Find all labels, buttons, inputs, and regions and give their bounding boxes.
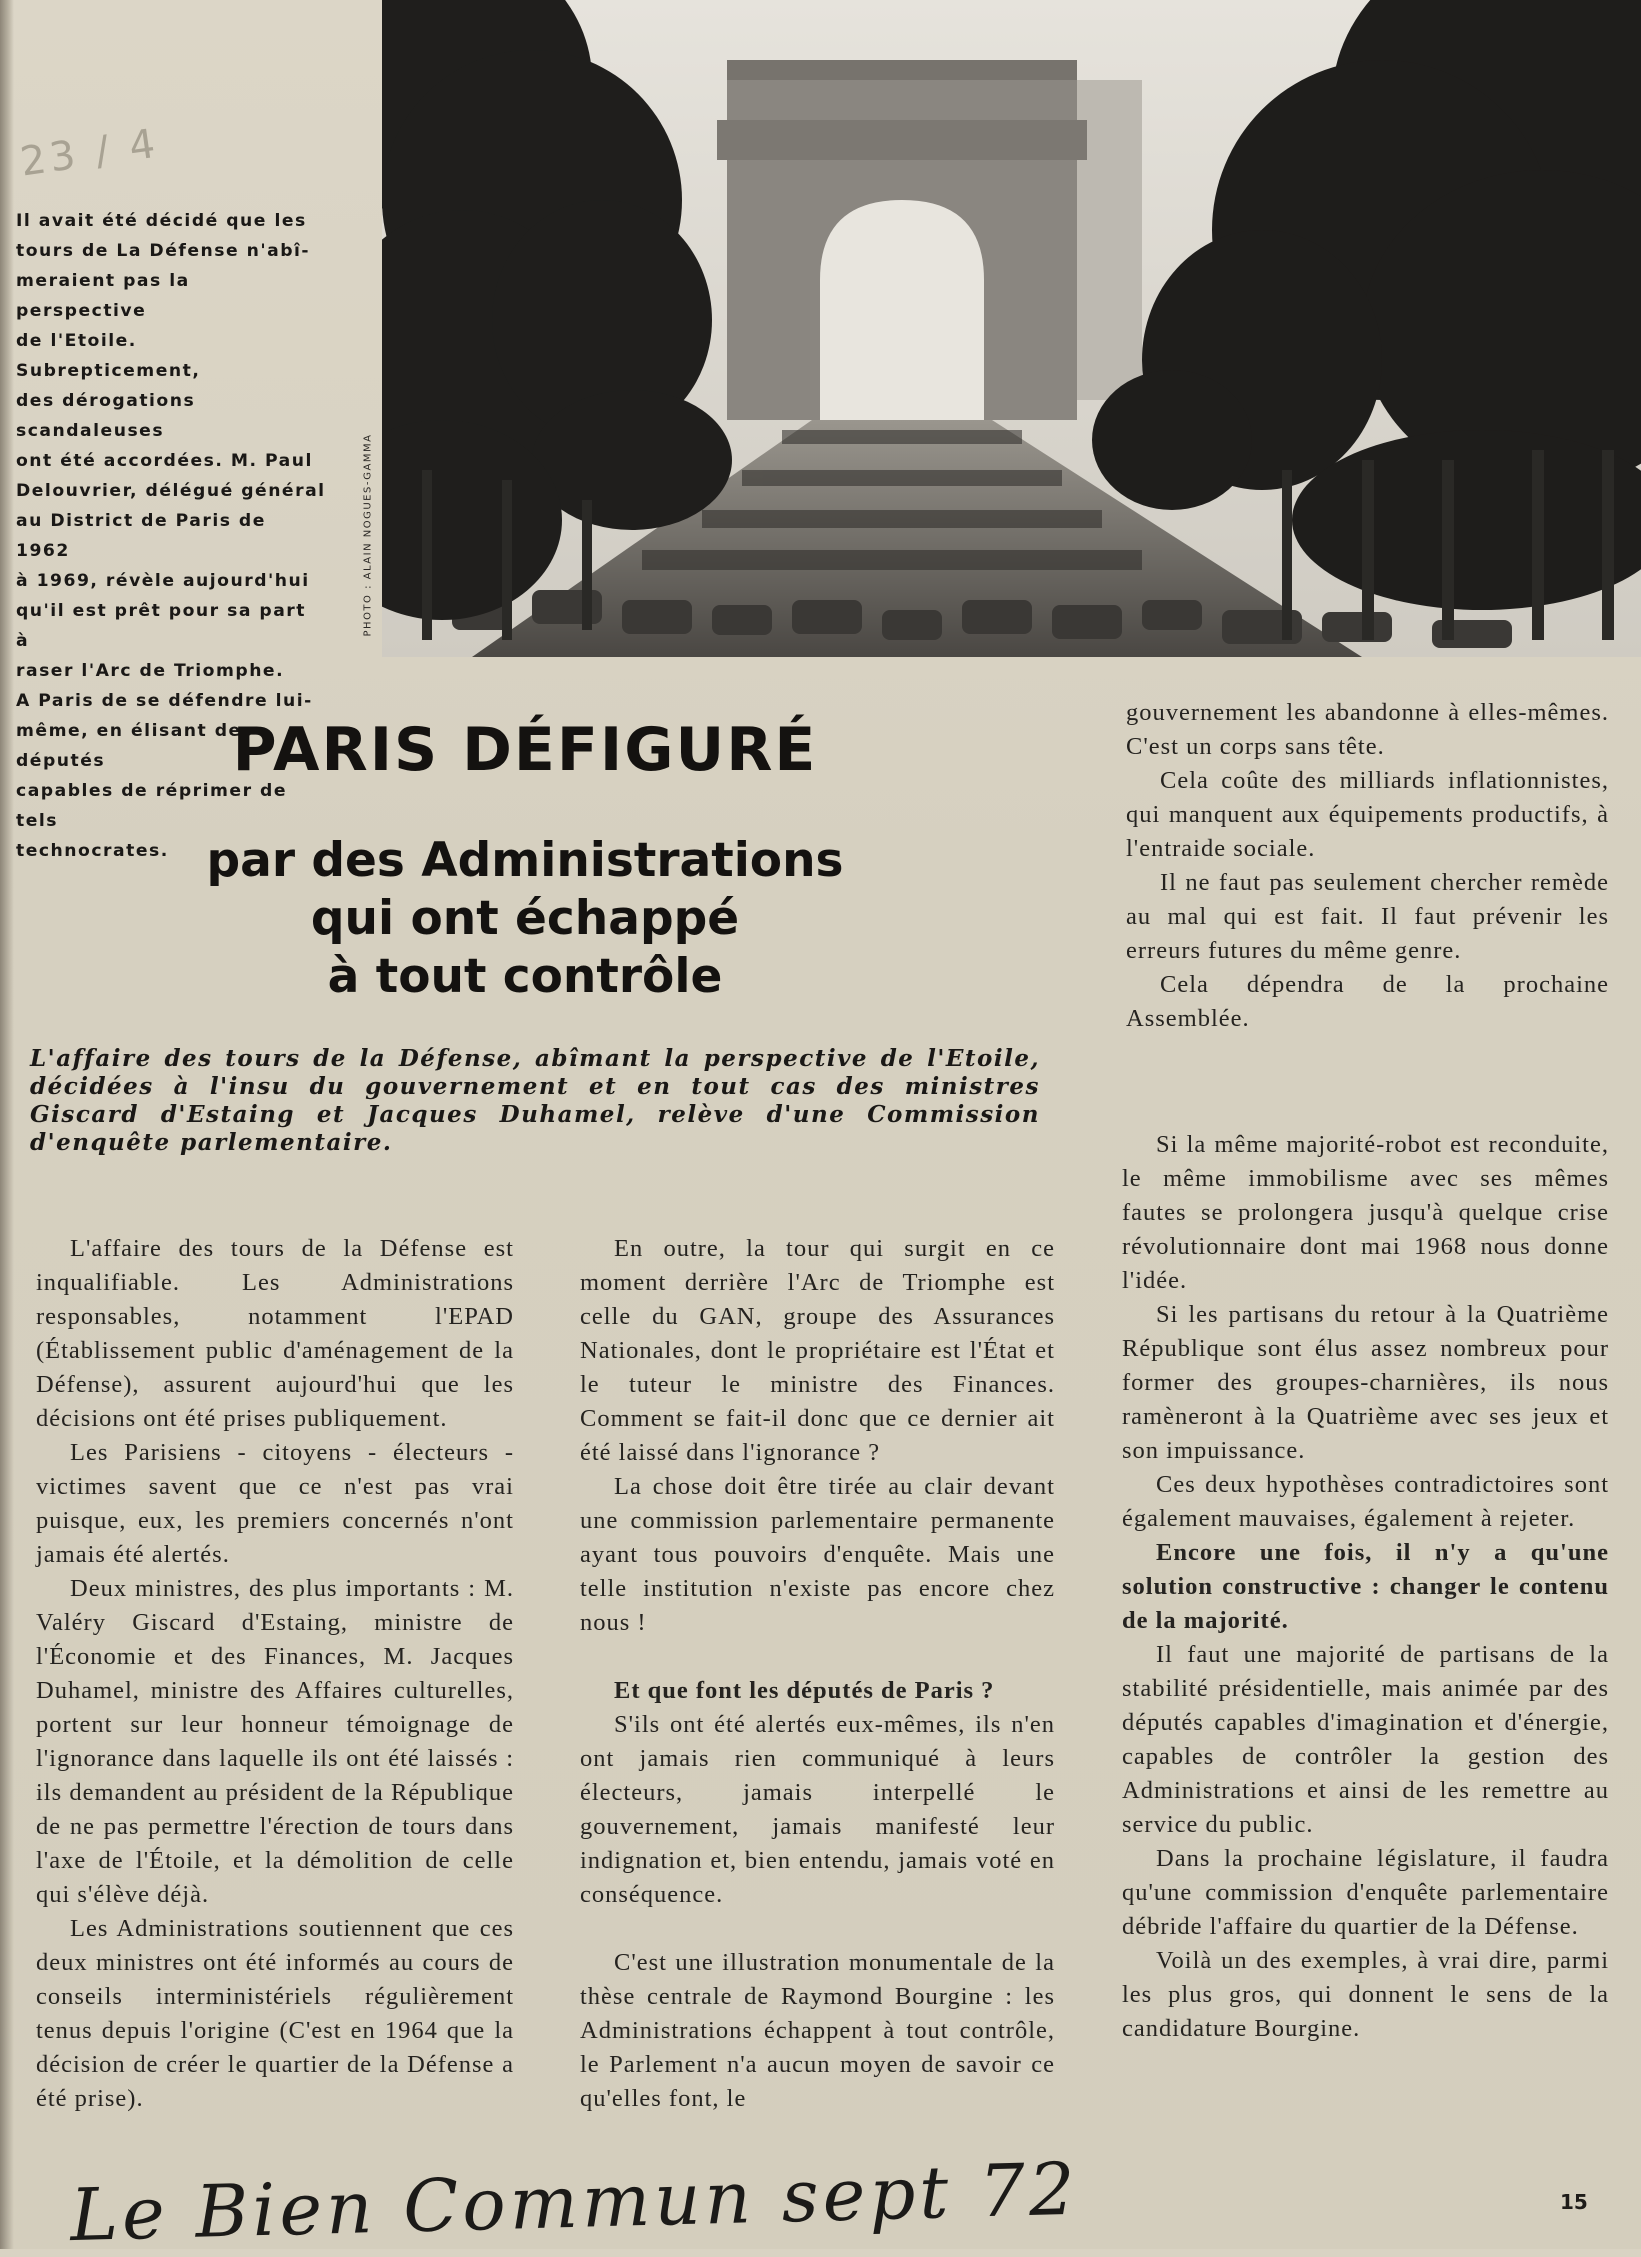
paragraph: Il ne faut pas seulement chercher remède au mal qui est fait. Il faut prévenir les erreurs futures du même genre.	[1126, 869, 1609, 964]
caption-line: A Paris de se défendre lui-	[16, 691, 313, 711]
paragraph: Les Administrations soutiennent que ces deux ministres ont été informés au cours de conseils interministériels régulièrement tenus depuis l'origine (C'est en 1964 que la décision de créer le quartier de la Défense a été prise).	[36, 1915, 514, 2112]
spacer	[580, 1912, 1055, 1946]
caption-line: des dérogations scandaleuses	[16, 391, 196, 441]
subheadline	[60, 832, 990, 1006]
arc-de-triomphe-photo	[382, 0, 1641, 657]
photo-credit-text: PHOTO : ALAIN NOGUES-GAMMA	[362, 433, 374, 637]
pencil-margin-note: 23 / 4	[17, 120, 162, 186]
caption-line: même, en élisant des députés	[16, 721, 254, 771]
caption-line: technocrates.	[16, 841, 169, 861]
paragraph: Si les partisans du retour à la Quatrième République sont élus assez nombreux pour former des groupes-charnières, ils nous ramèneront à la Quatrième avec ses jeux et son impuissance.	[1122, 1301, 1609, 1464]
paragraph: Il faut une majorité de partisans de la stabilité présidentielle, mais animée par des députés capables d'imagination et d'énergie, capables de contrôler la gestion des Administrations et ainsi de les remettre au service du public.	[1122, 1641, 1609, 1838]
paragraph: S'ils ont été alertés eux-mêmes, ils n'en ont jamais rien communiqué à leurs électeurs, jamais interpellé le gouvernement, jamais manifesté leur indignation et, bien entendu, jamais voté en conséquence.	[580, 1711, 1055, 1908]
caption-line: ont été accordées. M. Paul	[16, 451, 313, 471]
paragraph: Cela coûte des milliards inflationnistes, qui manquent aux équipements productifs, à l'entraide sociale.	[1126, 767, 1609, 862]
caption-line: Il avait été décidé que les	[16, 211, 307, 231]
paragraph: Voilà un des exemples, à vrai dire, parmi les plus gros, qui donnent le sens de la candidature Bourgine.	[1122, 1947, 1609, 2042]
caption-line: au District de Paris de 1962	[16, 511, 266, 561]
caption-line: qu'il est prêt pour sa part à	[16, 601, 307, 651]
paragraph: Ces deux hypothèses contradictoires sont également mauvaises, également à rejeter.	[1122, 1471, 1609, 1532]
caption-line: tours de La Défense n'abî-	[16, 241, 311, 261]
paragraph: Si la même majorité-robot est reconduite, le même immobilisme avec ses mêmes fautes se prolongera jusqu'à quelque crise révolutionnaire dont mai 1968 nous donne l'idée.	[1122, 1131, 1609, 1294]
paragraph: Deux ministres, des plus importants : M. Valéry Giscard d'Estaing, ministre de l'Économie et des Finances, M. Jacques Duhamel, ministre des Affaires culturelles, portent sur leur honneur témoignage de l'ignorance dans laquelle ils ont été laissés : ils demandent au président de la République de ne pas permettre l'érection de tours dans l'axe de l'Étoile, et la démolition de celle qui s'élève déjà.	[36, 1575, 514, 1908]
headline: PARIS DÉFIGURÉ	[232, 715, 818, 785]
spacer	[580, 1640, 1055, 1674]
subheadline-line: par des Administrations	[206, 833, 844, 888]
caption-line: meraient pas la perspective	[16, 271, 190, 321]
caption-line: Delouvrier, délégué général	[16, 481, 326, 501]
emphasis-paragraph: Encore une fois, il n'y a qu'une solution constructive : changer le contenu de la majorité.	[1122, 1539, 1609, 1634]
handwritten-annotation: Le Bien Commun sept 72	[69, 2146, 1080, 2257]
photo-credit	[358, 410, 378, 660]
page-edge	[0, 0, 14, 2249]
subheadline-line: qui ont échappé	[310, 891, 740, 946]
caption-line: de l'Etoile. Subrepticement,	[16, 331, 201, 381]
paragraph: gouvernement les abandonne à elles-mêmes. C'est un corps sans tête.	[1126, 699, 1609, 760]
caption-line: à 1969, révèle aujourd'hui	[16, 571, 310, 591]
paragraph: Dans la prochaine législature, il faudra qu'une commission d'enquête parlementaire débride l'affaire du quartier de la Défense.	[1122, 1845, 1609, 1940]
paragraph: L'affaire des tours de la Défense est inqualifiable. Les Administrations responsables, notamment l'EPAD (Établissement public d'aménagement de la Défense), assurent aujourd'hui que les décisions ont été prises publiquement.	[36, 1235, 514, 1432]
page-number: 15	[1560, 2190, 1588, 2214]
paragraph: En outre, la tour qui surgit en ce moment derrière l'Arc de Triomphe est celle du GAN, groupe des Assurances Nationales, dont le propriétaire est l'État et le tuteur le ministre des Finances. Comment se fait-il donc que ce dernier ait été laissé dans l'ignorance ?	[580, 1235, 1055, 1466]
paragraph: Les Parisiens - citoyens - électeurs - victimes savent que ce n'est pas vrai puisque, eux, les premiers concernés n'ont jamais été alertés.	[36, 1439, 514, 1568]
paragraph: Cela dépendra de la prochaine Assemblée.	[1126, 971, 1609, 1032]
subheadline-line: à tout contrôle	[327, 949, 723, 1004]
article-column-3-top	[1126, 696, 1609, 1036]
paragraph: C'est une illustration monumentale de la thèse centrale de Raymond Bourgine : les Administrations échappent à tout contrôle, le Parlement n'a aucun moyen de savoir ce qu'elles font, le	[580, 1949, 1055, 2112]
caption-line: raser l'Arc de Triomphe.	[16, 661, 285, 681]
lead-paragraph: L'affaire des tours de la Défense, abîmant la perspective de l'Etoile, décidées à l'insu du gouvernement et en tout cas des ministres Giscard d'Estaing et Jacques Duhamel, relève d'une Commission d'enquête parlementaire.	[30, 1045, 1040, 1156]
article-column-3-bottom	[1122, 1128, 1609, 2046]
photo-illustration	[382, 0, 1641, 657]
section-subhead: Et que font les députés de Paris ?	[614, 1677, 995, 1704]
paragraph: La chose doit être tirée au clair devant une commission parlementaire permanente ayant tous pouvoirs d'enquête. Mais une telle institution n'existe pas encore chez nous !	[580, 1473, 1055, 1636]
article-column-1	[36, 1232, 514, 2116]
article-column-2	[580, 1232, 1055, 2116]
caption-line: capables de réprimer de tels	[16, 781, 287, 831]
